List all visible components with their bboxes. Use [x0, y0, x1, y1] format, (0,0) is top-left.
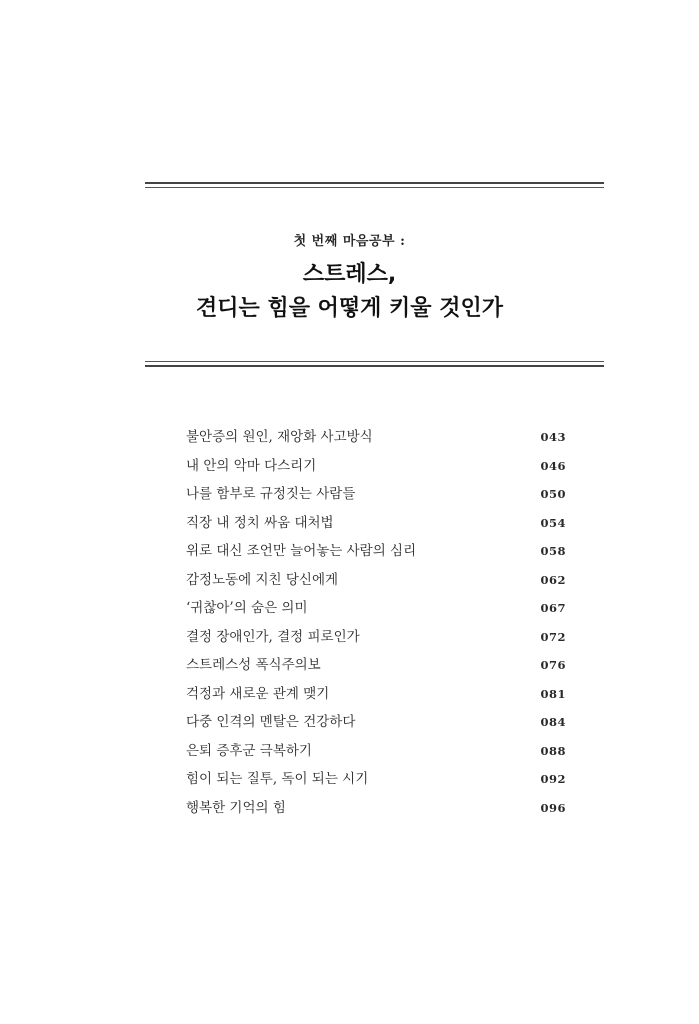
toc-entry-title: 은퇴 증후군 극복하기: [186, 742, 312, 759]
toc-entry-page: 076: [540, 658, 566, 672]
toc-entry-page: 058: [540, 544, 566, 558]
toc-entry: [186, 767, 566, 796]
toc-entry-title: ‘귀찮아’의 숨은 의미: [186, 600, 308, 616]
toc-entry-title: 스트레스성 폭식주의보: [186, 657, 321, 673]
toc-entry-page: 043: [540, 430, 566, 444]
rule-line: [145, 365, 604, 367]
toc-entry: [186, 739, 566, 768]
toc-entry-title: 직장 내 정치 싸움 대처법: [186, 514, 334, 531]
toc-entry: [186, 710, 566, 739]
toc-entry: [186, 539, 566, 568]
toc-entry-title: 내 안의 악마 다스리기: [186, 457, 317, 474]
rule-line: [145, 187, 604, 188]
toc-entry: [186, 482, 566, 511]
toc-entry-page: 046: [540, 458, 566, 473]
toc-entry-page: 084: [540, 715, 566, 729]
toc-entry-title: 걱정과 새로운 관계 맺기: [186, 685, 330, 702]
toc-entry-page: 096: [540, 800, 566, 815]
toc-entry-page: 067: [540, 601, 566, 615]
toc-entry-page: 054: [540, 515, 566, 530]
chapter-title-line: 견디는 힘을 어떻게 키울 것인가: [196, 296, 503, 321]
rule-line: [145, 182, 604, 184]
toc-entry-title: 다중 인격의 멘탈은 건강하다: [186, 714, 356, 730]
toc-entry: [186, 454, 566, 483]
toc-entry-page: 050: [540, 487, 566, 501]
toc-entry-page: 088: [540, 743, 566, 758]
toc-entry-page: 062: [540, 572, 566, 587]
rule-line: [145, 361, 604, 362]
toc-entry: [186, 653, 566, 682]
toc-entry: [186, 596, 566, 625]
toc-entry: [186, 625, 566, 654]
toc-entry-page: 072: [540, 629, 566, 644]
toc-entry-title: 힘이 되는 질투, 독이 되는 시기: [186, 771, 369, 787]
top-double-rule: [145, 182, 604, 188]
toc-entry-page: 081: [540, 686, 566, 701]
chapter-title: [0, 258, 699, 326]
toc-entry-title: 행복한 기억의 힘: [186, 799, 286, 816]
toc-entry: [186, 796, 566, 825]
toc-entry: [186, 425, 566, 454]
toc-entry: [186, 568, 566, 597]
toc-entry-page: 092: [540, 772, 566, 786]
toc-entry-title: 나를 함부로 규정짓는 사람들: [186, 486, 356, 502]
chapter-label: 첫 번째 마음공부 :: [293, 234, 406, 249]
toc-entry-title: 불안증의 원인, 재앙화 사고방식: [186, 429, 373, 445]
bottom-double-rule: [145, 361, 604, 367]
toc-entry: [186, 511, 566, 540]
table-of-contents: [186, 425, 566, 824]
chapter-title-line: 스트레스,: [302, 262, 397, 287]
toc-entry-title: 결정 장애인가, 결정 피로인가: [186, 628, 360, 645]
toc-entry-title: 위로 대신 조언만 늘어놓는 사람의 심리: [186, 543, 417, 559]
toc-entry: [186, 682, 566, 711]
toc-entry-title: 감정노동에 지친 당신에게: [186, 571, 339, 588]
